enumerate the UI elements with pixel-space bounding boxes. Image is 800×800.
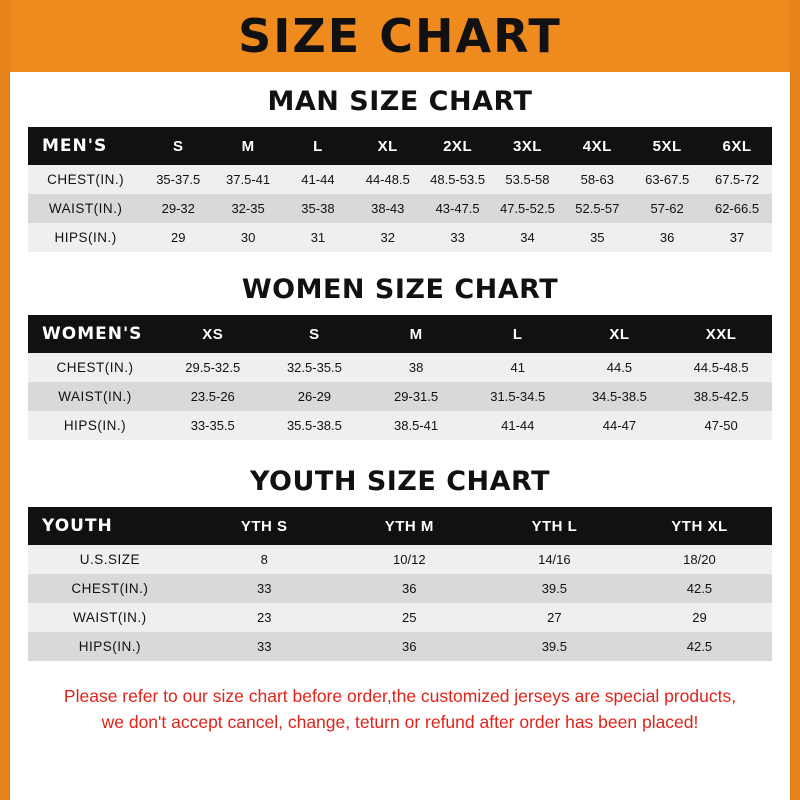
women-row-label: WAIST(IN.) [28, 382, 162, 411]
women-cell: 47-50 [670, 411, 772, 440]
men-cell: 57-62 [632, 194, 702, 223]
men-row-label: HIPS(IN.) [28, 223, 143, 252]
men-cell: 31 [283, 223, 353, 252]
women-header-cell: S [264, 315, 366, 353]
women-section [10, 274, 790, 440]
women-size-table [28, 315, 772, 440]
men-cell: 32 [353, 223, 423, 252]
youth-header-cell: YOUTH [28, 507, 192, 545]
youth-cell: 39.5 [482, 632, 627, 661]
youth-header-cell: YTH S [192, 507, 337, 545]
men-cell: 63-67.5 [632, 165, 702, 194]
men-cell: 32-35 [213, 194, 283, 223]
men-header-cell: 6XL [702, 127, 772, 165]
men-cell: 29-32 [143, 194, 213, 223]
youth-cell: 36 [337, 632, 482, 661]
women-cell: 44.5 [569, 353, 671, 382]
women-cell: 44.5-48.5 [670, 353, 772, 382]
women-cell: 33-35.5 [162, 411, 264, 440]
women-cell: 32.5-35.5 [264, 353, 366, 382]
men-header-cell: M [213, 127, 283, 165]
men-cell: 35 [562, 223, 632, 252]
men-row-label: CHEST(IN.) [28, 165, 143, 194]
youth-header-cell: YTH XL [627, 507, 772, 545]
men-cell: 36 [632, 223, 702, 252]
men-cell: 67.5-72 [702, 165, 772, 194]
table-row [28, 411, 772, 440]
men-table-header-row [28, 127, 772, 165]
women-table-header-row [28, 315, 772, 353]
men-cell: 33 [423, 223, 493, 252]
men-size-table [28, 127, 772, 252]
table-row [28, 574, 772, 603]
youth-cell: 33 [192, 574, 337, 603]
women-cell: 44-47 [569, 411, 671, 440]
men-header-cell: L [283, 127, 353, 165]
table-row [28, 603, 772, 632]
men-cell: 41-44 [283, 165, 353, 194]
women-row-label: CHEST(IN.) [28, 353, 162, 382]
footer-line-2: we don't accept cancel, change, teturn or refund after order has been placed! [101, 712, 699, 733]
table-row [28, 382, 772, 411]
women-header-cell: XL [569, 315, 671, 353]
men-header-cell: 3XL [493, 127, 563, 165]
women-header-cell: M [365, 315, 467, 353]
table-row [28, 353, 772, 382]
youth-cell: 29 [627, 603, 772, 632]
men-cell: 29 [143, 223, 213, 252]
women-section-title: WOMEN SIZE CHART [241, 274, 559, 305]
table-row [28, 223, 772, 252]
women-cell: 38 [365, 353, 467, 382]
page-title: SIZE CHART [238, 9, 562, 63]
men-cell: 52.5-57 [562, 194, 632, 223]
men-cell: 34 [493, 223, 563, 252]
youth-cell: 18/20 [627, 545, 772, 574]
men-cell: 30 [213, 223, 283, 252]
women-cell: 26-29 [264, 382, 366, 411]
men-cell: 53.5-58 [493, 165, 563, 194]
women-cell: 38.5-42.5 [670, 382, 772, 411]
women-cell: 29-31.5 [365, 382, 467, 411]
men-header-cell: XL [353, 127, 423, 165]
women-cell: 35.5-38.5 [264, 411, 366, 440]
youth-row-label: WAIST(IN.) [28, 603, 192, 632]
women-cell: 29.5-32.5 [162, 353, 264, 382]
women-header-cell: XXL [670, 315, 772, 353]
youth-cell: 25 [337, 603, 482, 632]
women-header-cell: WOMEN'S [28, 315, 162, 353]
men-header-cell: 5XL [632, 127, 702, 165]
youth-section [10, 466, 790, 661]
men-cell: 58-63 [562, 165, 632, 194]
men-header-cell: MEN'S [28, 127, 143, 165]
youth-section-title: YOUTH SIZE CHART [249, 466, 551, 497]
men-row-label: WAIST(IN.) [28, 194, 143, 223]
youth-cell: 42.5 [627, 632, 772, 661]
women-cell: 23.5-26 [162, 382, 264, 411]
women-cell: 38.5-41 [365, 411, 467, 440]
men-cell: 44-48.5 [353, 165, 423, 194]
youth-cell: 27 [482, 603, 627, 632]
men-section [10, 86, 790, 252]
men-cell: 47.5-52.5 [493, 194, 563, 223]
youth-cell: 23 [192, 603, 337, 632]
youth-cell: 39.5 [482, 574, 627, 603]
women-cell: 31.5-34.5 [467, 382, 569, 411]
footer-line-1: Please refer to our size chart before order,the customized jerseys are special products, [63, 686, 737, 706]
table-row [28, 632, 772, 661]
men-header-cell: S [143, 127, 213, 165]
women-header-cell: L [467, 315, 569, 353]
men-header-cell: 2XL [423, 127, 493, 165]
women-header-cell: XS [162, 315, 264, 353]
youth-cell: 14/16 [482, 545, 627, 574]
youth-header-cell: YTH M [337, 507, 482, 545]
page-banner [10, 0, 790, 72]
youth-cell: 10/12 [337, 545, 482, 574]
men-cell: 62-66.5 [702, 194, 772, 223]
men-cell: 35-37.5 [143, 165, 213, 194]
women-cell: 41 [467, 353, 569, 382]
youth-row-label: HIPS(IN.) [28, 632, 192, 661]
men-section-title: MAN SIZE CHART [267, 86, 533, 117]
youth-cell: 33 [192, 632, 337, 661]
table-row [28, 545, 772, 574]
men-header-cell: 4XL [562, 127, 632, 165]
youth-row-label: CHEST(IN.) [28, 574, 192, 603]
footer-note [10, 683, 790, 736]
youth-row-label: U.S.SIZE [28, 545, 192, 574]
youth-cell: 36 [337, 574, 482, 603]
youth-cell: 8 [192, 545, 337, 574]
men-cell: 35-38 [283, 194, 353, 223]
men-cell: 37.5-41 [213, 165, 283, 194]
men-cell: 37 [702, 223, 772, 252]
men-cell: 48.5-53.5 [423, 165, 493, 194]
men-cell: 43-47.5 [423, 194, 493, 223]
women-row-label: HIPS(IN.) [28, 411, 162, 440]
youth-table-header-row [28, 507, 772, 545]
table-row [28, 194, 772, 223]
women-cell: 41-44 [467, 411, 569, 440]
youth-cell: 42.5 [627, 574, 772, 603]
women-cell: 34.5-38.5 [569, 382, 671, 411]
table-row [28, 165, 772, 194]
youth-size-table [28, 507, 772, 661]
youth-header-cell: YTH L [482, 507, 627, 545]
men-cell: 38-43 [353, 194, 423, 223]
